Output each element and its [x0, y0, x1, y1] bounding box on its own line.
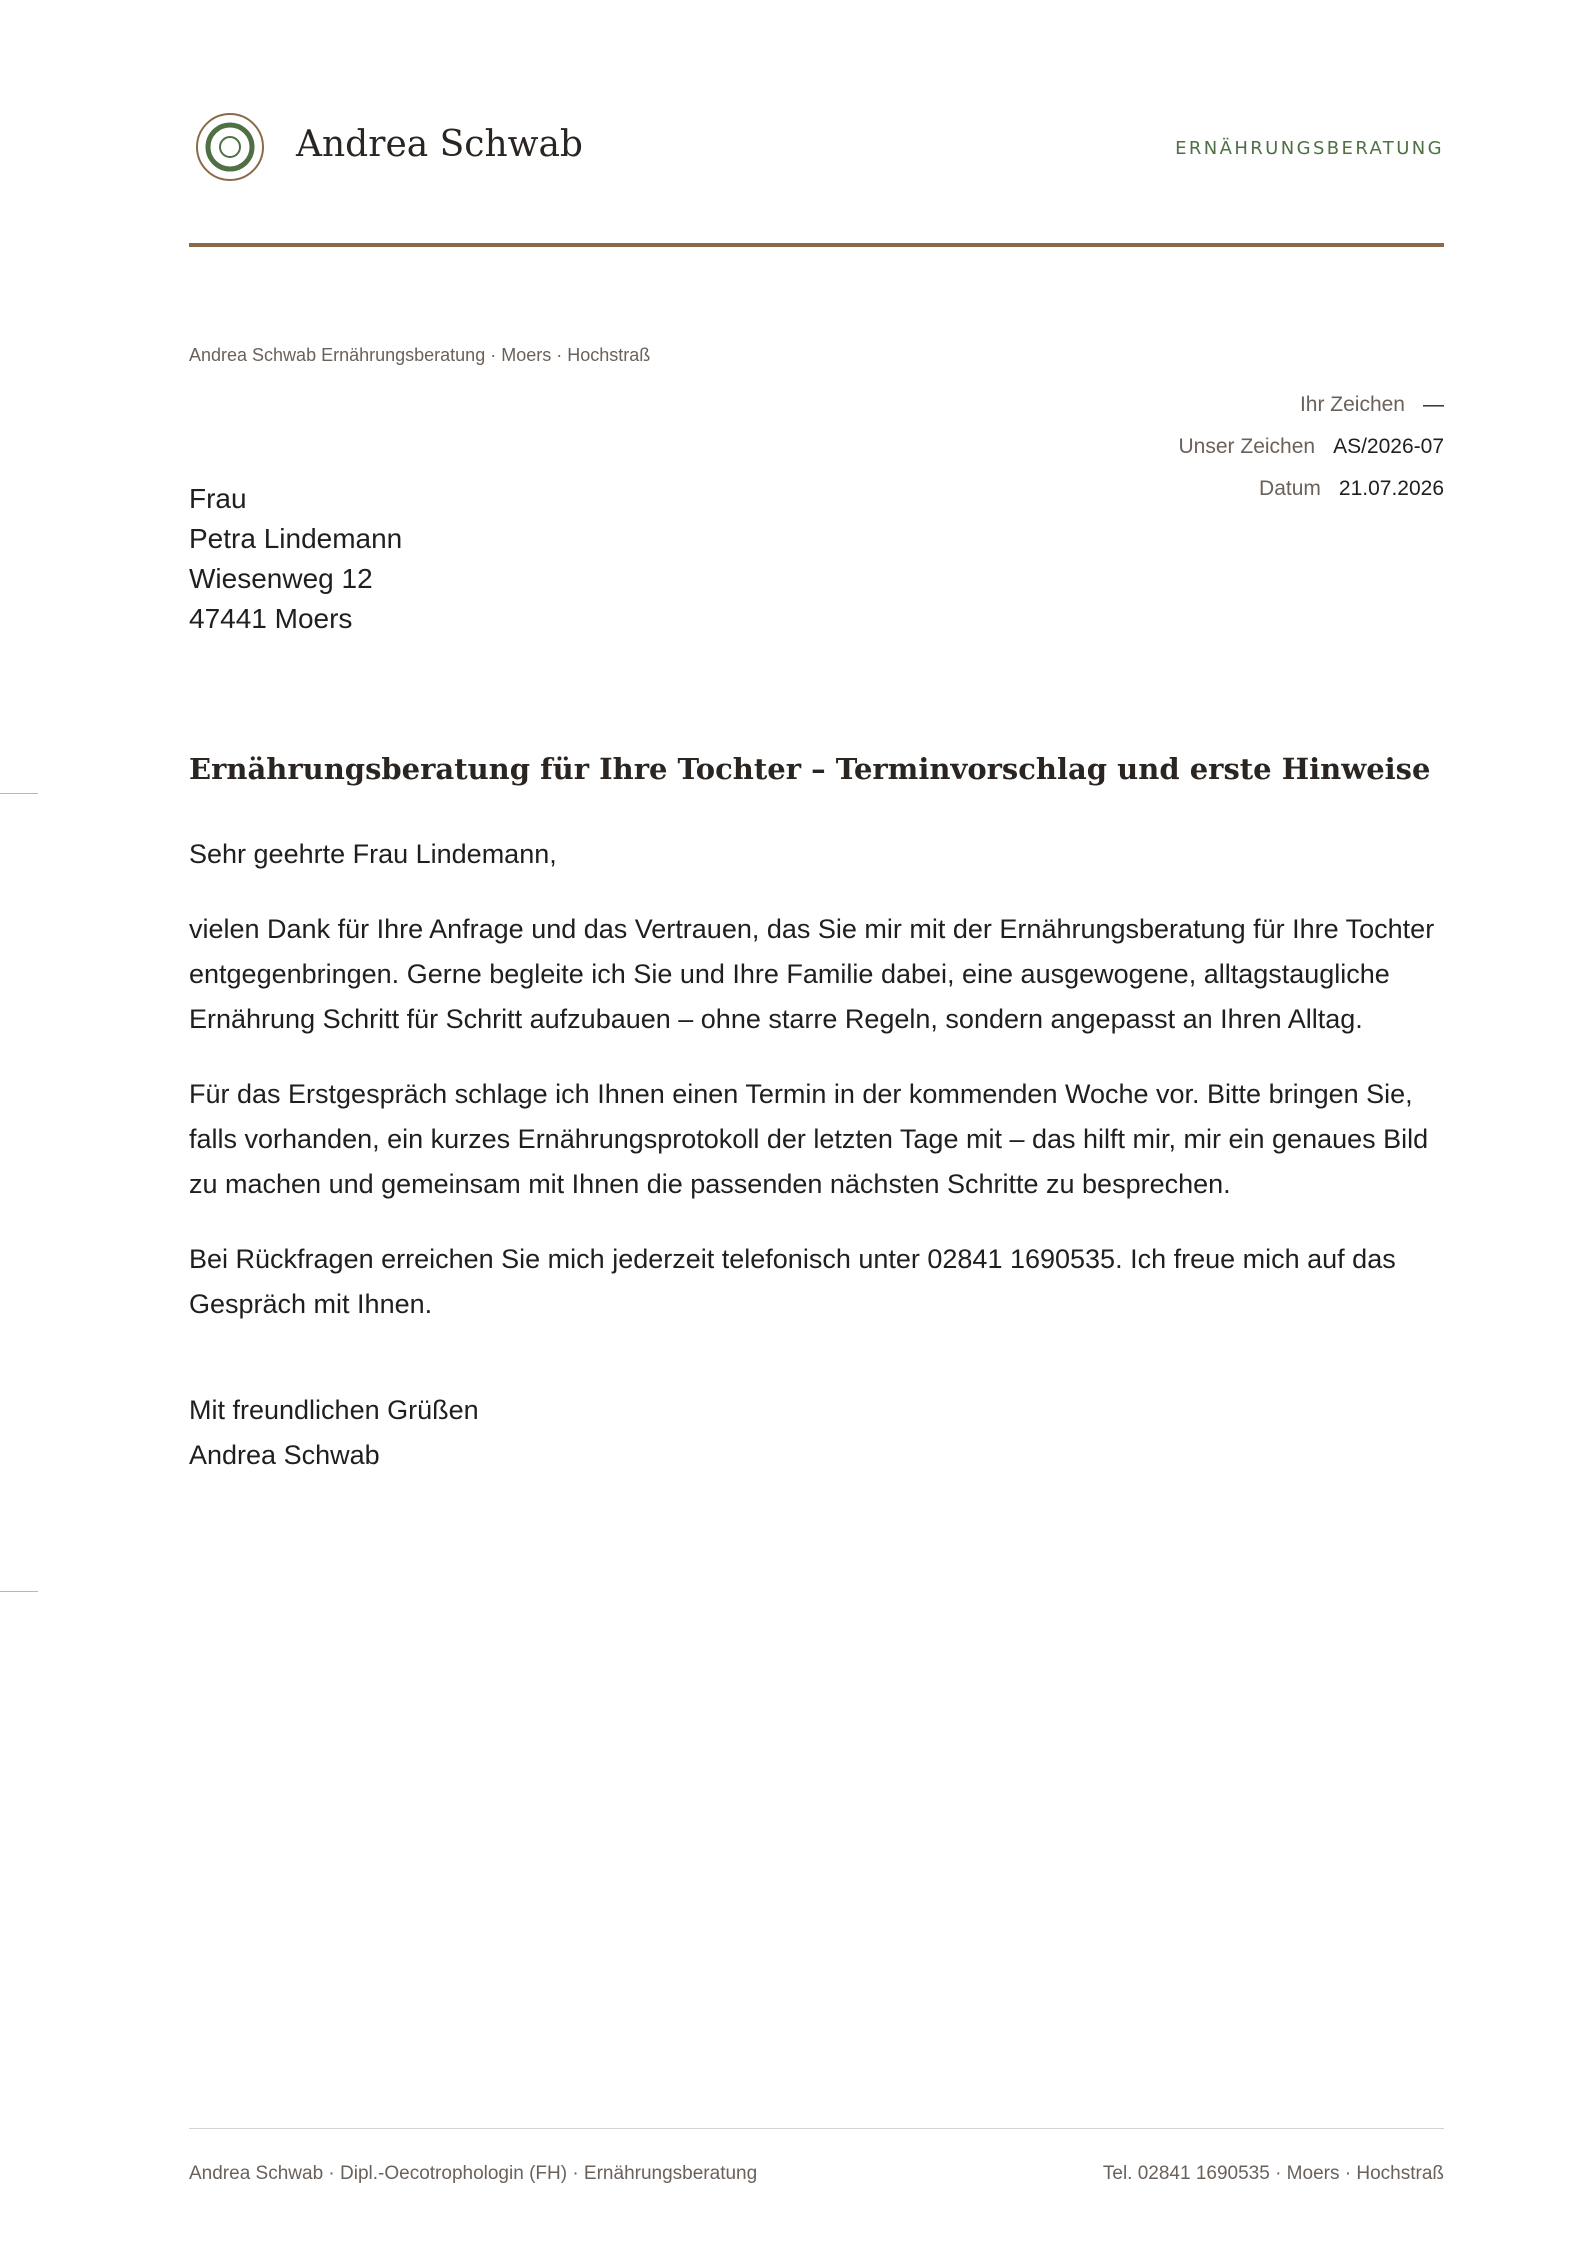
- footer-divider: [189, 2128, 1444, 2129]
- closing-block: [189, 1388, 479, 1478]
- meta-label: Unser Zeichen: [1178, 435, 1316, 458]
- meta-row-unser-zeichen: [1179, 426, 1444, 468]
- recipient-address: [189, 479, 402, 639]
- letter-body: [189, 832, 1444, 1357]
- meta-value: 21.07.2026: [1338, 477, 1444, 500]
- recipient-salutation: Frau: [189, 483, 247, 514]
- meta-row-ihr-zeichen: [1179, 384, 1444, 426]
- meta-label: Ihr Zeichen: [1299, 393, 1405, 416]
- closing-phrase: Mit freundlichen Grüßen: [189, 1395, 479, 1425]
- body-paragraph: vielen Dank für Ihre Anfrage und das Vertrauen, das Sie mir mit der Ernährungsberatung für Ihre Tochter entgegenbringen. Gerne begleite ich Sie und Ihre Familie dabei, eine ausgewogene, alltagstaugliche Ernährung Schritt für Schritt aufzubauen – ohne starre Regeln, sondern angepasst an Ihren Alltag.: [189, 914, 1435, 1034]
- fold-mark-bottom: [0, 1591, 38, 1592]
- greeting: Sehr geehrte Frau Lindemann,: [189, 839, 557, 869]
- letterhead: [189, 112, 1444, 186]
- body-paragraph: Für das Erstgespräch schlage ich Ihnen einen Termin in der kommenden Woche vor. Bitte bringen Sie, falls vorhanden, ein kurzes Ernährungsprotokoll der letzten Tage mit – das hilft mir, mir ein genaues Bild zu machen und gemeinsam mit Ihnen die passenden nächsten Schritte zu besprechen.: [189, 1079, 1429, 1199]
- meta-value: —: [1423, 393, 1444, 416]
- meta-label: Datum: [1259, 477, 1321, 500]
- signature-name: Andrea Schwab: [189, 1440, 380, 1470]
- recipient-name: Petra Lindemann: [189, 523, 403, 554]
- meta-value: AS/2026-07: [1333, 435, 1444, 458]
- recipient-street: Wiesenweg 12: [189, 563, 373, 594]
- brand-tagline: ERNÄHRUNGSBERATUNG: [1175, 138, 1444, 159]
- concentric-circles-icon: [195, 112, 265, 182]
- body-paragraph: Bei Rückfragen erreichen Sie mich jederzeit telefonisch unter 02841 1690535. Ich freue mich auf das Gespräch mit Ihnen.: [189, 1244, 1396, 1319]
- footer-left-text: Andrea Schwab · Dipl.-Oecotrophologin (FH) · Ernährungsberatung: [189, 2163, 758, 2184]
- header-divider: [189, 243, 1444, 247]
- letter-subject: Ernährungsberatung für Ihre Tochter – Terminvorschlag und erste Hinweise: [189, 752, 1431, 786]
- reference-block: [1179, 384, 1444, 510]
- meta-row-datum: [1179, 468, 1444, 510]
- fold-mark-top: [0, 793, 38, 794]
- recipient-city: 47441 Moers: [189, 603, 353, 634]
- footer-right-text: Tel. 02841 1690535 · Moers · Hochstraß: [1102, 2163, 1444, 2184]
- sender-return-line: Andrea Schwab Ernährungsberatung · Moers · Hochstraß: [189, 345, 651, 365]
- brand-name: Andrea Schwab: [296, 124, 583, 165]
